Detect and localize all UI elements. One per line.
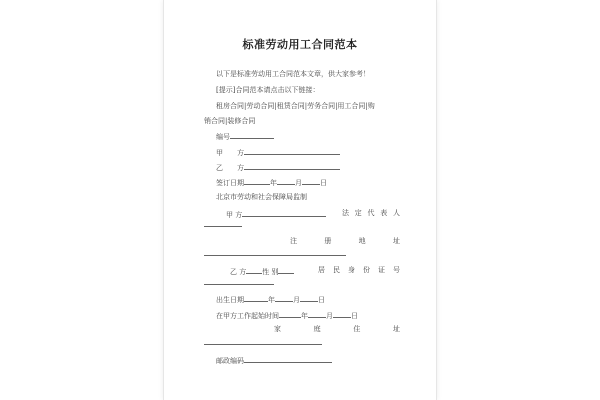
start-month-blank xyxy=(308,310,326,318)
sign-day-blank xyxy=(302,177,320,185)
start-month-unit: 月 xyxy=(326,312,333,320)
birth-year-blank xyxy=(244,294,268,302)
birth-year-unit: 年 xyxy=(268,296,275,304)
id-label-char: 号 xyxy=(393,266,400,274)
id-label-char: 民 xyxy=(333,266,340,274)
reg-address-char: 址 xyxy=(392,237,400,245)
reg-address-blank xyxy=(204,255,346,256)
tip-text: [提示]合同范本请点击以下链接： xyxy=(216,86,320,94)
postal-code-blank xyxy=(244,355,332,363)
home-address-label xyxy=(274,325,400,334)
id-label-char: 证 xyxy=(378,266,385,274)
document-page xyxy=(164,0,436,400)
start-day-unit: 日 xyxy=(351,312,358,320)
legal-rep-blank xyxy=(204,226,242,227)
id-number-label xyxy=(318,266,400,275)
party-a-label: 甲 方 xyxy=(216,149,244,157)
party-a-name-blank xyxy=(242,209,326,217)
postal-code-label: 邮政编码 xyxy=(216,357,244,365)
birth-month-blank xyxy=(275,294,293,302)
legal-rep-char: 定 xyxy=(354,209,362,217)
birth-date-row xyxy=(216,294,325,305)
reg-address-label xyxy=(290,237,400,246)
sign-month-unit: 月 xyxy=(295,179,302,187)
supervisor-text: 北京市劳动和社会保障局监制 xyxy=(216,193,307,201)
legal-rep-label xyxy=(342,209,400,218)
sign-day-unit: 日 xyxy=(320,179,327,187)
reg-address-char: 注 xyxy=(290,237,297,245)
id-label-char: 居 xyxy=(318,266,325,274)
party-b-blank xyxy=(244,162,340,170)
legal-rep-char: 代 xyxy=(367,209,375,217)
party-b-row xyxy=(216,162,340,173)
id-label-char: 份 xyxy=(363,266,370,274)
party-b-label: 乙 方 xyxy=(216,164,244,172)
party-a-blank xyxy=(244,147,340,155)
sign-year-unit: 年 xyxy=(270,179,277,187)
birth-month-unit: 月 xyxy=(293,296,300,304)
contract-links-line-1[interactable]: 租房合同|劳动合同|租赁合同|劳务合同|用工合同|购 xyxy=(216,102,375,110)
start-work-row xyxy=(216,310,358,321)
party-b-short-label: 乙 方 xyxy=(230,268,247,276)
sign-date-row xyxy=(216,177,327,188)
reg-address-char: 地 xyxy=(358,237,366,245)
postal-code-row xyxy=(216,355,332,366)
intro-text: 以下是标准劳动用工合同范本文章，供大家参考！ xyxy=(216,70,370,78)
legal-rep-char: 人 xyxy=(393,209,400,217)
party-b-name-blank xyxy=(246,266,262,274)
start-day-blank xyxy=(333,310,351,318)
document-title: 标准劳动用工合同范本 xyxy=(242,38,358,51)
start-year-blank xyxy=(279,310,301,318)
party-b-info-row xyxy=(230,266,294,277)
serial-label: 编号 xyxy=(216,133,230,141)
contract-links-line-2[interactable]: 销合同|装修合同 xyxy=(204,117,256,125)
start-work-label: 在甲方工作起始时间 xyxy=(216,312,279,320)
reg-address-char: 册 xyxy=(324,237,332,245)
sign-year-blank xyxy=(244,177,270,185)
sign-month-blank xyxy=(277,177,295,185)
gender-blank xyxy=(278,266,294,274)
party-a-short-label: 甲 方 xyxy=(226,211,243,219)
serial-blank xyxy=(230,131,274,139)
id-label-char: 身 xyxy=(348,266,355,274)
home-address-char: 址 xyxy=(392,325,400,333)
home-address-blank xyxy=(204,344,322,345)
party-a-legal-row xyxy=(226,209,326,220)
home-address-char: 庭 xyxy=(313,325,321,333)
home-address-char: 住 xyxy=(353,325,361,333)
legal-rep-char: 表 xyxy=(380,209,388,217)
sign-date-label: 签订日期 xyxy=(216,179,244,187)
id-number-blank xyxy=(204,284,274,285)
party-a-row xyxy=(216,147,340,158)
gender-label: 性 别 xyxy=(262,268,279,276)
birth-date-label: 出生日期 xyxy=(216,296,244,304)
start-year-unit: 年 xyxy=(301,312,308,320)
home-address-char: 家 xyxy=(274,325,281,333)
birth-day-unit: 日 xyxy=(318,296,325,304)
birth-day-blank xyxy=(300,294,318,302)
serial-number-row xyxy=(216,131,274,142)
legal-rep-char: 法 xyxy=(342,209,349,217)
